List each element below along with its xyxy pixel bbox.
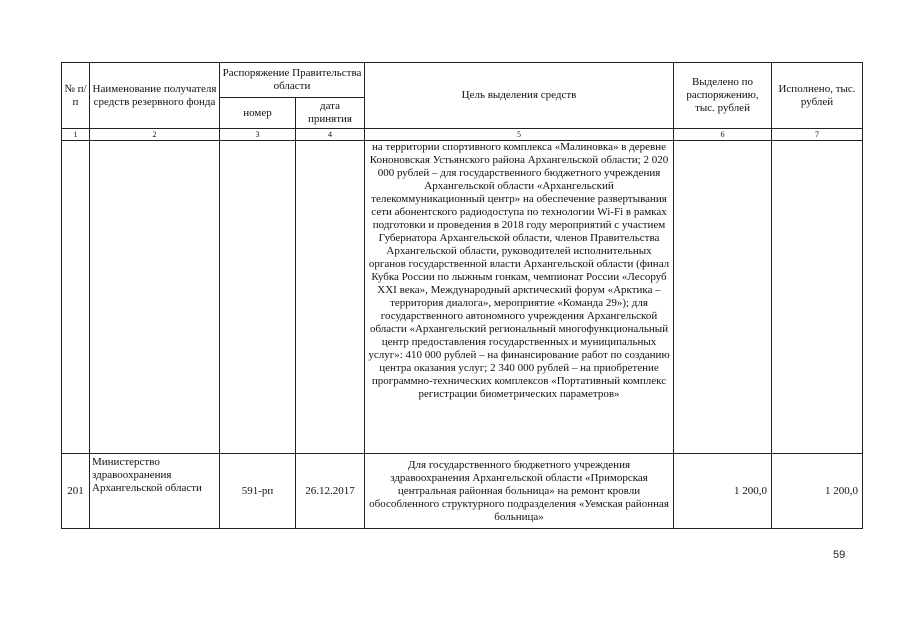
column-number: 4 <box>296 129 365 141</box>
cell-purpose: на территории спортивного комплекса «Малиновка» в деревне Кононовская Устьянского района Архангельской области; 2 020 000 рублей – для государственного бюджетного учреждения Архангельской области «Архангельский телекоммуникационный центр» на обеспечение развертывания сети абонентского радиодоступа по технологии Wi-Fi в рамках подготовки и проведения в 2018 году мероприятий с участием Губернатора Архангельской области, членов Правительства Архангельской области, руководителей исполнительных органов государственной власти Архангельской области (финал Кубка России по лыжным гонкам, чемпионат России «Лесоруб XXI века», Международный арктический форум «Арктика – территория диалога», мероприятие «Команда 29»); для государственного автономного учреждения Архангельской области «Архангельский региональный многофункциональный центр предоставления государственных и муниципальных услуг»: 410 000 рублей – на финансирование работ по созданию центра оказания услуг; 2 340 000 рублей – на приобретение программно-технических комплексов «Портативный комплекс регистрации биометрических параметров» <box>365 141 674 454</box>
page-number: 59 <box>833 549 846 561</box>
header-num: № п/п <box>62 63 90 129</box>
header-allocated: Выделено по распоряжению, тыс. рублей <box>674 63 772 129</box>
cell-order-number: 591-рп <box>220 454 296 529</box>
column-numbers-row <box>62 129 863 141</box>
header-order-date: дата принятия <box>296 98 365 129</box>
cell-allocated: 1 200,0 <box>674 454 772 529</box>
report-table <box>61 62 863 529</box>
column-number: 2 <box>90 129 220 141</box>
column-number: 1 <box>62 129 90 141</box>
cell-recipient: Министерство здравоохранения Архангельской области <box>90 454 220 529</box>
table-row <box>62 454 863 529</box>
table-row-continued <box>62 141 863 454</box>
cell-executed <box>772 141 863 454</box>
header-purpose: Цель выделения средств <box>365 63 674 129</box>
cell-executed: 1 200,0 <box>772 454 863 529</box>
header-recipient: Наименование получателя средств резервного фонда <box>90 63 220 129</box>
cell-purpose: Для государственного бюджетного учреждения здравоохранения Архангельской области «Приморская центральная районная больница» на ремонт кровли обособленного структурного подразделения «Уемская районная больница» <box>365 454 674 529</box>
header-order-number: номер <box>220 98 296 129</box>
header-executed: Исполнено, тыс. рублей <box>772 63 863 129</box>
cell-allocated <box>674 141 772 454</box>
cell-order-date <box>296 141 365 454</box>
cell-recipient <box>90 141 220 454</box>
column-number: 5 <box>365 129 674 141</box>
cell-order-number <box>220 141 296 454</box>
cell-num: 201 <box>62 454 90 529</box>
header-row <box>62 63 863 98</box>
header-order-group: Распоряжение Правительства области <box>220 63 365 98</box>
column-number: 6 <box>674 129 772 141</box>
cell-order-date: 26.12.2017 <box>296 454 365 529</box>
column-number: 3 <box>220 129 296 141</box>
cell-num <box>62 141 90 454</box>
column-number: 7 <box>772 129 863 141</box>
